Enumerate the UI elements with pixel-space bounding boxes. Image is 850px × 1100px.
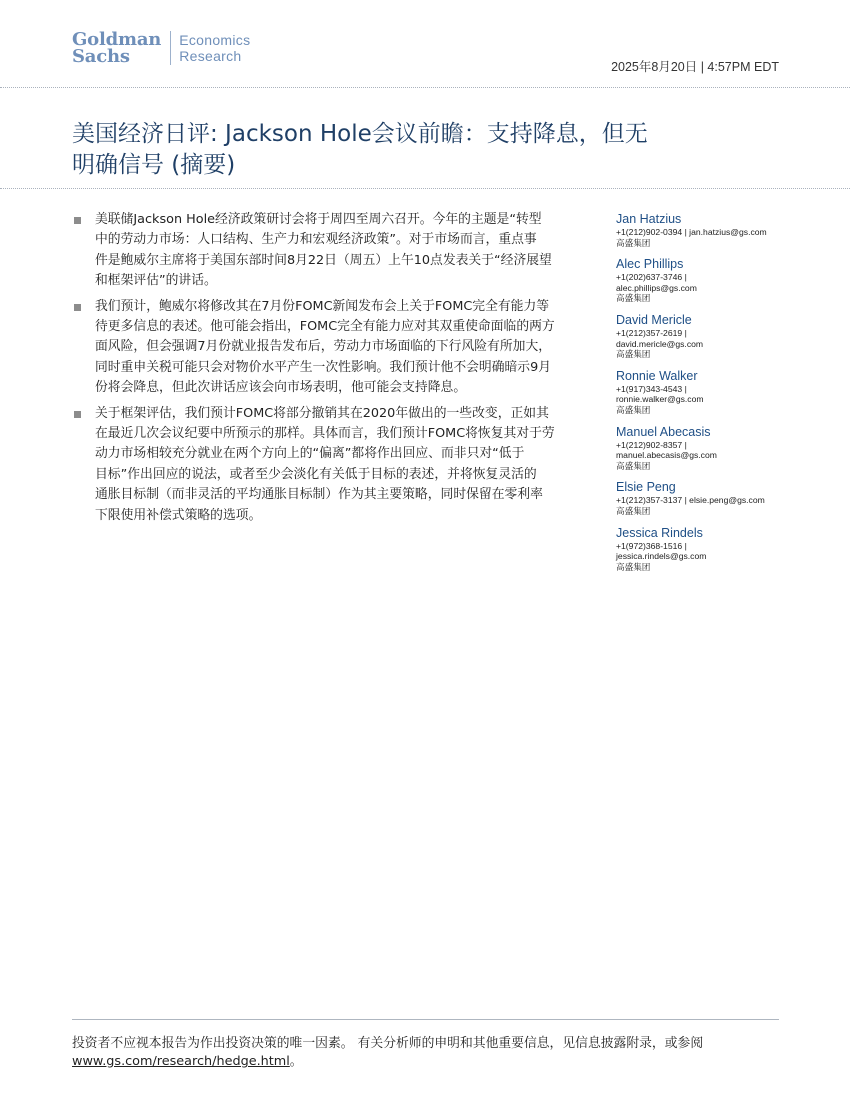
bullet-line: 下限使用补偿式策略的选项。 [95, 507, 262, 523]
author-card [616, 369, 816, 416]
bullet-line: 关于框架评估，我们预计FOMC将部分撤销其在2020年做出的一些改变，正如其 [95, 405, 549, 421]
author-card [616, 257, 816, 304]
bullet-line: 目标”作出回应的说法，或者至少会淡化有关低于目标的表述，并将恢复灵活的 [95, 466, 537, 482]
title-divider [0, 188, 850, 189]
report-title [72, 119, 712, 181]
bullet-item [74, 210, 594, 292]
author-firm: 高盛集团 [616, 349, 651, 360]
author-name: Elsie Peng [616, 480, 676, 495]
disclosure-link-line [72, 1053, 782, 1071]
author-email: manuel.abecasis@gs.com [616, 450, 717, 461]
disclosure-period: 。 [289, 1054, 303, 1069]
author-name: Jan Hatzius [616, 212, 682, 226]
author-phone: +1(212)357-2619 | [616, 327, 687, 338]
header-divider [0, 87, 850, 88]
author-firm: 高盛集团 [616, 561, 651, 572]
author-list [616, 212, 816, 581]
logo-subtitle [179, 31, 250, 65]
bullet-line: 在最近几次会议纪要中所预示的那样。具体而言，我们预计FOMC将恢复其对于劳 [95, 426, 555, 442]
bullet-line: 份将会降息，但此次讲话应该会向市场表明，他可能会支持降息。 [95, 380, 467, 396]
author-firm: 高盛集团 [616, 237, 651, 248]
author-card [616, 480, 816, 516]
author-card [616, 425, 816, 472]
bullet-line: 我们预计，鲍威尔将修改其在7月份FOMC新闻发布会上关于FOMC完全有能力等 [95, 298, 550, 314]
logo-subtitle-research: Research [179, 48, 242, 64]
author-name: Jessica Rindels [616, 525, 703, 540]
author-card [616, 526, 816, 573]
logo-divider [170, 31, 171, 65]
bullet-line: 和框架评估”的讲话。 [95, 273, 217, 289]
author-firm: 高盛集团 [616, 460, 651, 471]
bullet-line: 美联储Jackson Hole经济政策研讨会将于周四至周六召开。今年的主题是“转型 [95, 212, 542, 227]
title-line-1: 美国经济日评: Jackson Hole会议前瞻：支持降息，但无 [72, 121, 648, 147]
author-firm: 高盛集团 [616, 505, 651, 516]
author-contact: +1(212)902-0394 | jan.hatzius@gs.com [616, 227, 767, 237]
disclosure-footer [72, 1035, 782, 1071]
author-phone: +1(202)637-3746 | [616, 272, 687, 283]
bullet-line: 中的劳动力市场：人口结构、生产力和宏观经济政策”。对于市场而言，重点事 [95, 232, 537, 248]
author-name: Alec Phillips [616, 257, 684, 272]
author-name: Manuel Abecasis [616, 424, 711, 439]
bullet-line: 待更多信息的表述。他可能会指出，FOMC完全有能力应对其双重使命面临的两方 [95, 319, 555, 335]
bullet-item [74, 297, 594, 399]
bullet-item [74, 404, 594, 526]
author-firm: 高盛集团 [616, 293, 651, 304]
bullet-line: 同时重申关税可能只会对物价水平产生一次性影响。我们预计他不会明确暗示9月 [95, 359, 552, 375]
summary-bullets [74, 210, 594, 531]
footer-divider [72, 1019, 779, 1020]
bullet-square-icon [74, 217, 81, 224]
disclosure-text: 投资者不应视本报告为作出投资决策的唯一因素。 有关分析师的申明和其他重要信息，见信息披露附录，或参阅 [72, 1036, 704, 1051]
report-header [0, 0, 850, 88]
author-firm: 高盛集团 [616, 404, 651, 415]
author-phone: +1(917)343-4543 | [616, 383, 687, 394]
bullet-line: 通胀目标制（而非灵活的平均通胀目标制）作为其主要策略，同时保留在零利率 [95, 487, 543, 503]
logo-subtitle-economics: Economics [179, 32, 251, 48]
logo-line-goldman: Goldman [72, 29, 162, 50]
bullet-square-icon [74, 411, 81, 418]
author-card [616, 212, 816, 248]
author-contact: +1(212)357-3137 | elsie.peng@gs.com [616, 495, 765, 506]
author-email: david.mericle@gs.com [616, 338, 704, 349]
logo-line-sachs: Sachs [72, 46, 130, 67]
bullet-line: 动力市场相较充分就业在两个方向上的“偏离”都将作出回应、而非只对“低于 [95, 446, 525, 462]
logo-wordmark [72, 31, 161, 65]
author-email: alec.phillips@gs.com [616, 282, 697, 293]
report-dateline: 2025年8月20日 | 4:57PM EDT [611, 60, 779, 74]
disclosure-link[interactable]: www.gs.com/research/hedge.html [72, 1054, 290, 1069]
author-phone: +1(972)368-1516 | [616, 540, 687, 551]
author-phone: +1(212)902-8357 | [616, 439, 687, 450]
bullet-square-icon [74, 304, 81, 311]
author-name: David Mericle [616, 312, 692, 327]
author-email: ronnie.walker@gs.com [616, 394, 704, 405]
author-card [616, 313, 816, 360]
bullet-line: 面风险，但会强调7月份就业报告发布后，劳动力市场面临的下行风险有所加大， [95, 339, 552, 355]
goldman-sachs-logo [72, 31, 250, 65]
author-name: Ronnie Walker [616, 368, 698, 383]
author-email: jessica.rindels@gs.com [616, 551, 707, 562]
bullet-line: 件是鲍威尔主席将于美国东部时间8月22日（周五）上午10点发表关于“经济展望 [95, 252, 552, 268]
title-line-2: 明确信号 (摘要) [72, 152, 236, 178]
